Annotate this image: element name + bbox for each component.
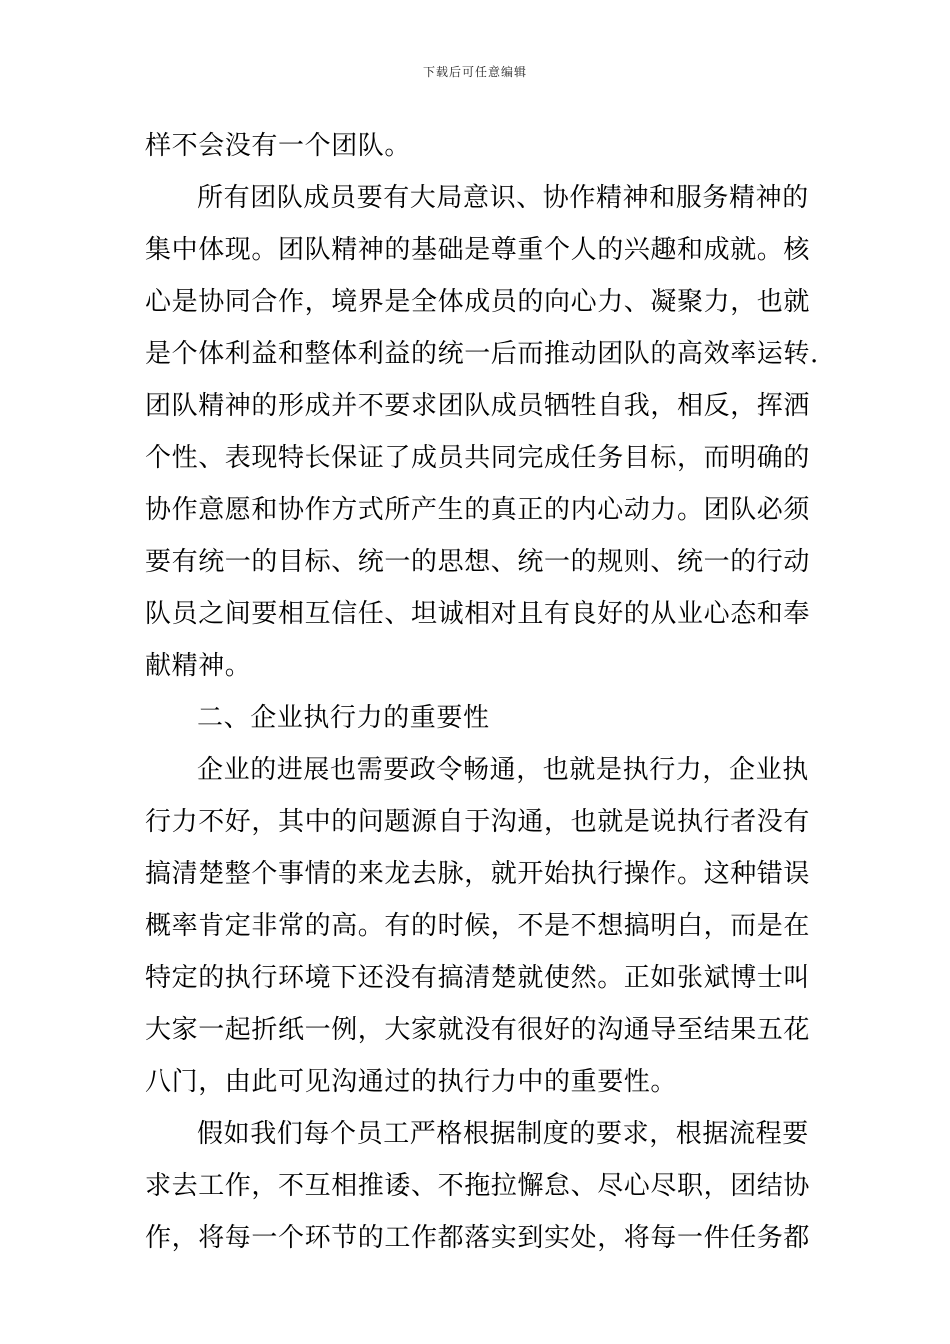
text-line: 作，将每一个环节的工作都落实到实处，将每一件任务都 bbox=[145, 1223, 811, 1253]
text-line: 献精神。 bbox=[145, 651, 252, 681]
page-header: 下载后可任意编辑 bbox=[422, 65, 527, 79]
text-line: 企业的进展也需要政令畅通，也就是执行力，企业执 bbox=[197, 755, 809, 785]
text-line: 行力不好，其中的问题源自于沟通，也就是说执行者没有 bbox=[145, 807, 811, 837]
text-line: 搞清楚整个事情的来龙去脉，就开始执行操作。这种错误 bbox=[145, 859, 811, 889]
text-line: 心是协同合作，境界是全体成员的向心力、凝聚力，也就 bbox=[145, 287, 811, 317]
text-line: 所有团队成员要有大局意识、协作精神和服务精神的 bbox=[197, 183, 809, 213]
text-line: 要有统一的目标、统一的思想、统一的规则、统一的行动 bbox=[145, 547, 811, 577]
text-line: 假如我们每个员工严格根据制度的要求，根据流程要 bbox=[197, 1119, 809, 1149]
text-line: 个性、表现特长保证了成员共同完成任务目标，而明确的 bbox=[145, 443, 811, 473]
text-line: 样不会没有一个团队。 bbox=[145, 131, 412, 161]
section-heading: 二、企业执行力的重要性 bbox=[197, 703, 490, 733]
text-line: 集中体现。团队精神的基础是尊重个人的兴趣和成就。核 bbox=[145, 235, 811, 265]
text-line: 协作意愿和协作方式所产生的真正的内心动力。团队必须 bbox=[145, 495, 811, 525]
text-line: 特定的执行环境下还没有搞清楚就使然。正如张斌博士叫 bbox=[145, 963, 811, 993]
text-line: 八门，由此可见沟通过的执行力中的重要性。 bbox=[145, 1067, 678, 1097]
text-line: 团队精神的形成并不要求团队成员牺牲自我，相反，挥洒 bbox=[145, 391, 811, 421]
text-line: 求去工作，不互相推诿、不拖拉懈怠、尽心尽职，团结协 bbox=[145, 1171, 811, 1201]
text-line: 概率肯定非常的高。有的时候，不是不想搞明白，而是在 bbox=[145, 911, 811, 941]
text-line: 是个体利益和整体利益的统一后而推动团队的高效率运转. bbox=[145, 339, 819, 369]
text-line: 大家一起折纸一例，大家就没有很好的沟通导至结果五花 bbox=[145, 1015, 811, 1045]
text-line: 队员之间要相互信任、坦诚相对且有良好的从业心态和奉 bbox=[145, 599, 811, 629]
